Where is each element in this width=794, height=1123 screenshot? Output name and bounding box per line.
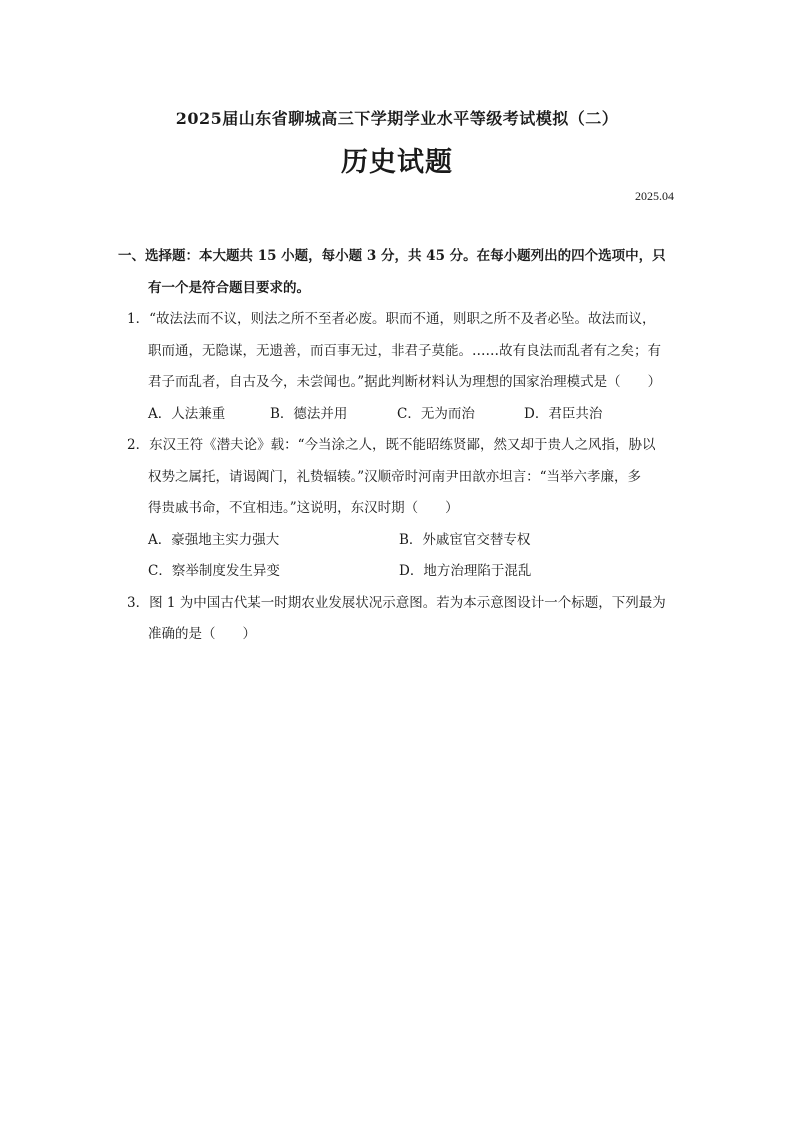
section-heading-line-1: 一、选择题：本大题共 15 小题，每小题 3 分，共 45 分。在每小题列出的四个选项中，只 xyxy=(118,248,666,264)
question-1-options xyxy=(118,402,678,434)
exam-date: 2025.04 xyxy=(635,189,674,203)
question-1-option-a[interactable]: A．人法兼重 xyxy=(148,405,226,422)
section-heading-line-2: 有一个是符合题目要求的。 xyxy=(148,279,310,296)
exam-subtitle: 2025届山东省聊城高三下学期学业水平等级考试模拟（二） xyxy=(175,109,619,128)
question-2 xyxy=(118,433,678,591)
question-2-options-row-2 xyxy=(118,559,678,591)
question-1-option-b[interactable]: B．德法并用 xyxy=(270,405,348,422)
question-2-line-3: 得贵戚书命，不宜相违。”这说明，东汉时期（ ） xyxy=(148,500,459,516)
exam-content xyxy=(118,244,678,654)
question-1-option-c[interactable]: C．无为而治 xyxy=(397,405,475,422)
question-2-option-b[interactable]: B．外戚宦官交替专权 xyxy=(399,531,531,548)
question-1-line-2: 职而通，无隐谋，无遗善，而百事无过，非君子莫能。……故有良法而乱者有之矣；有 xyxy=(148,342,661,359)
question-2-line-1: 2．东汉王符《潜夫论》载：“今当涂之人，既不能昭练贤鄙，然又却于贵人之风指，胁以 xyxy=(127,437,656,453)
question-3-line-2: 准确的是（ ） xyxy=(148,626,256,642)
question-1-option-d[interactable]: D．君臣共治 xyxy=(524,405,603,422)
question-2-options-row-1 xyxy=(118,528,678,560)
question-2-option-a[interactable]: A．豪强地主实力强大 xyxy=(148,531,280,548)
question-3-line-1: 3．图 1 为中国古代某一时期农业发展状况示意图。若为本示意图设计一个标题，下列最为 xyxy=(127,594,666,611)
question-1 xyxy=(118,307,678,433)
question-2-option-d[interactable]: D．地方治理陷于混乱 xyxy=(399,563,532,579)
question-2-line-2: 权势之属托，请谒阗门，礼贽辐辏。”汉顺帝时河南尹田歆亦坦言：“当举六孝廉，多 xyxy=(148,468,642,485)
question-3 xyxy=(118,591,678,654)
question-2-option-c[interactable]: C．察举制度发生异变 xyxy=(148,563,280,579)
question-1-line-3: 君子而乱者，自古及今，未尝闻也。”据此判断材料认为理想的国家治理模式是（ ） xyxy=(148,374,662,390)
exam-title: 历史试题 xyxy=(341,147,453,178)
question-1-line-1: 1．“故法法而不议，则法之所不至者必废。职而不通，则职之所不及者必坠。故法而议， xyxy=(127,311,656,327)
